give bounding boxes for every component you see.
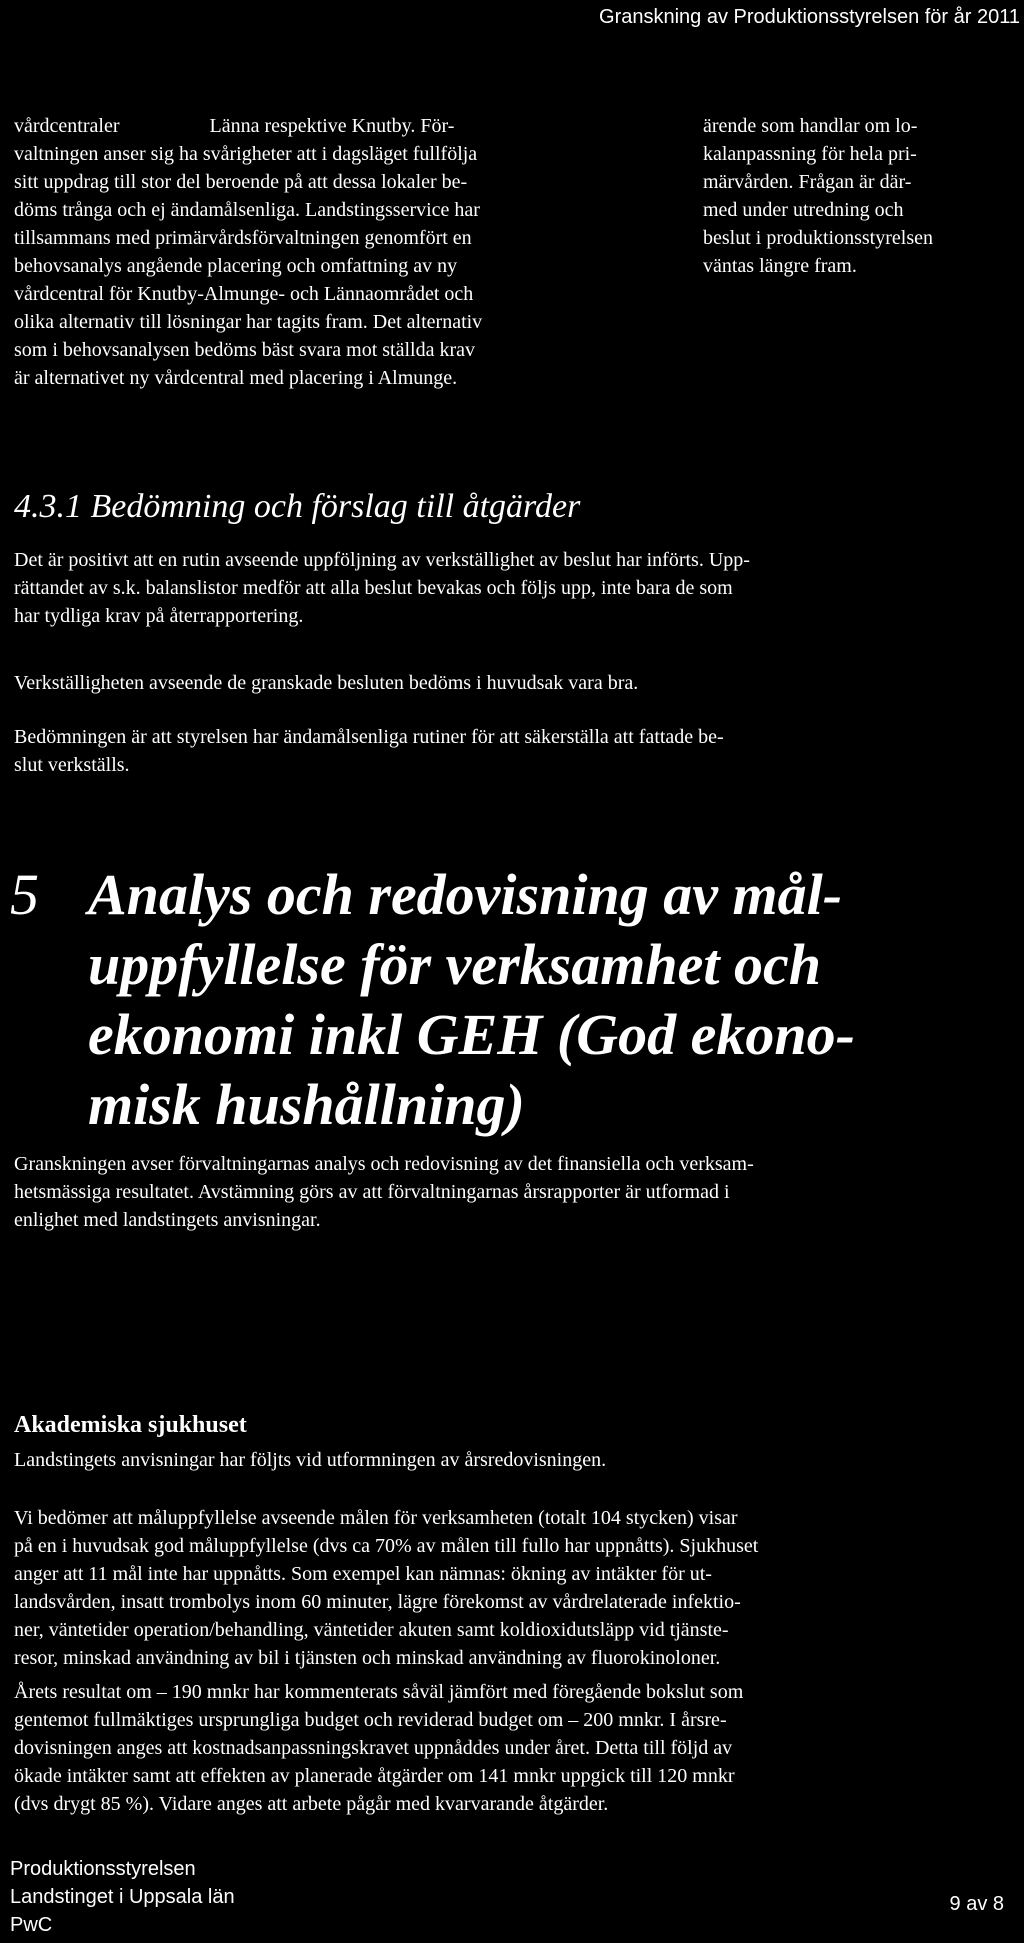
- paragraph-line: resor, minskad användning av bil i tjänsten och minskad användning av fluorokinoloner.: [14, 1647, 721, 1669]
- subsection-paragraph-2: [14, 669, 1014, 697]
- akademiska-heading: Akademiska sjukhuset: [14, 1412, 247, 1438]
- intro-left-line: som i behovsanalysen bedöms bäst svara mot ställda krav: [14, 339, 476, 361]
- paragraph-line: dovisningen anges att kostnadsanpassningskravet uppnåddes under året. Detta till följd av: [14, 1737, 733, 1759]
- paragraph-line: har tydliga krav på återrapportering.: [14, 605, 304, 627]
- paragraph-line: Årets resultat om – 190 mnkr har kommenterats såväl jämfört med föregående bokslut som: [14, 1681, 744, 1703]
- paragraph-line: Bedömningen är att styrelsen har ändamålsenliga rutiner för att säkerställa att fattade be-: [14, 726, 724, 748]
- section-number: 5: [10, 862, 39, 927]
- intro-left-line: behovsanalys angående placering och omfattning av ny: [14, 255, 458, 277]
- paragraph-line: anger att 11 mål inte har uppnåtts. Som exempel kan nämnas: ökning av intäkter för ut-: [14, 1563, 712, 1585]
- intro-left-line: döms trånga och ej ändamålsenliga. Landstingsservice har: [14, 199, 480, 221]
- paragraph-line: på en i huvudsak god måluppfyllelse (dvs ca 70% av målen till fullo har uppnåtts). Sjukhuset: [14, 1535, 759, 1557]
- intro-left-line: tillsammans med primärvårdsförvaltningen genomfört en: [14, 227, 472, 249]
- paragraph-line: ner, väntetider operation/behandling, väntetider akuten samt koldioxidutsläpp vid tjänste-: [14, 1619, 729, 1641]
- intro-right-line: med under utredning och: [703, 199, 904, 221]
- section-title-line: Analys och redovisning av mål-: [88, 862, 843, 927]
- intro-right-line: beslut i produktionsstyrelsen: [703, 227, 933, 249]
- section-title-line: ekonomi inkl GEH (God ekono-: [88, 1002, 855, 1067]
- paragraph-line: Vi bedömer att måluppfyllelse avseende målen för verksamheten (totalt 104 stycken) visar: [14, 1507, 738, 1529]
- intro-right-line: väntas längre fram.: [703, 255, 857, 277]
- subsection-heading: 4.3.1 Bedömning och förslag till åtgärder: [14, 488, 581, 525]
- intro-right-column: [703, 112, 1024, 280]
- paragraph-line: enlighet med landstingets anvisningar.: [14, 1209, 321, 1231]
- subsection-paragraph-1: [14, 546, 1014, 630]
- intro-left-line: sitt uppdrag till stor del beroende på att dessa lokaler be-: [14, 171, 468, 193]
- paragraph-line: landsvården, insatt trombolys inom 60 minuter, lägre förekomst av vårdrelaterade infektio-: [14, 1591, 741, 1613]
- paragraph-line: slut verkställs.: [14, 754, 130, 776]
- section-title-line: misk hushållning): [88, 1072, 525, 1137]
- paragraph-line: rättandet av s.k. balanslistor medför att alla beslut bevakas och följs upp, inte bara de som: [14, 577, 733, 599]
- intro-left-line: valtningen anser sig ha svårigheter att i dagsläget fullfölja: [14, 143, 478, 165]
- intro-right-line: ärende som handlar om lo-: [703, 115, 918, 137]
- akademiska-paragraph-2: [14, 1504, 1014, 1672]
- paragraph-line: hetsmässiga resultatet. Avstämning görs av att förvaltningarnas årsrapporter är utformad i: [14, 1181, 730, 1203]
- footer: [10, 1855, 235, 1939]
- running-header: Granskning av Produktionsstyrelsen för år 2011: [599, 6, 1020, 28]
- page-number: 9 av 8: [949, 1893, 1004, 1915]
- section-heading-line: [10, 860, 855, 930]
- footer-line: Landstinget i Uppsala län: [10, 1886, 235, 1908]
- intro-left-line: är alternativet ny vårdcentral med placering i Almunge.: [14, 367, 458, 389]
- section-title-line: uppfyllelse för verksamhet och: [88, 932, 821, 997]
- paragraph-line: (dvs drygt 85 %). Vidare anges att arbete pågår med kvarvarande åtgärder.: [14, 1793, 609, 1815]
- section-heading: [10, 860, 855, 1140]
- section5-intro: [14, 1150, 1014, 1234]
- paragraph-line: Det är positivt att en rutin avseende uppföljning av verkställighet av beslut har införts. Upp-: [14, 549, 750, 571]
- intro-left-line: vårdcentral för Knutby-Almunge- och Lännaområdet och: [14, 283, 474, 305]
- paragraph-line: gentemot fullmäktiges ursprungliga budget och reviderad budget om – 200 mnkr. I årsre-: [14, 1709, 727, 1731]
- paragraph-line: Verkställigheten avseende de granskade besluten bedöms i huvudsak vara bra.: [14, 672, 639, 694]
- akademiska-paragraph-3: [14, 1678, 1014, 1818]
- subsection-paragraph-3: [14, 723, 1014, 779]
- paragraph-line: Landstingets anvisningar har följts vid utformningen av årsredovisningen.: [14, 1449, 607, 1471]
- intro-left-line: olika alternativ till lösningar har tagits fram. Det alternativ: [14, 311, 483, 333]
- footer-line: PwC: [10, 1914, 53, 1936]
- footer-line: Produktionsstyrelsen: [10, 1858, 196, 1880]
- intro-left-column: [14, 112, 679, 392]
- intro-right-line: kalanpassning för hela pri-: [703, 143, 917, 165]
- intro-right-line: märvården. Frågan är där-: [703, 171, 912, 193]
- akademiska-paragraph-1: [14, 1446, 1014, 1474]
- paragraph-line: ökade intäkter samt att effekten av planerade åtgärder om 141 mnkr uppgick till 120 mnkr: [14, 1765, 735, 1787]
- paragraph-line: Granskningen avser förvaltningarnas analys och redovisning av det finansiella och verksam-: [14, 1153, 754, 1175]
- intro-left-line: vårdcentraler Länna respektive Knutby. För-: [14, 115, 455, 137]
